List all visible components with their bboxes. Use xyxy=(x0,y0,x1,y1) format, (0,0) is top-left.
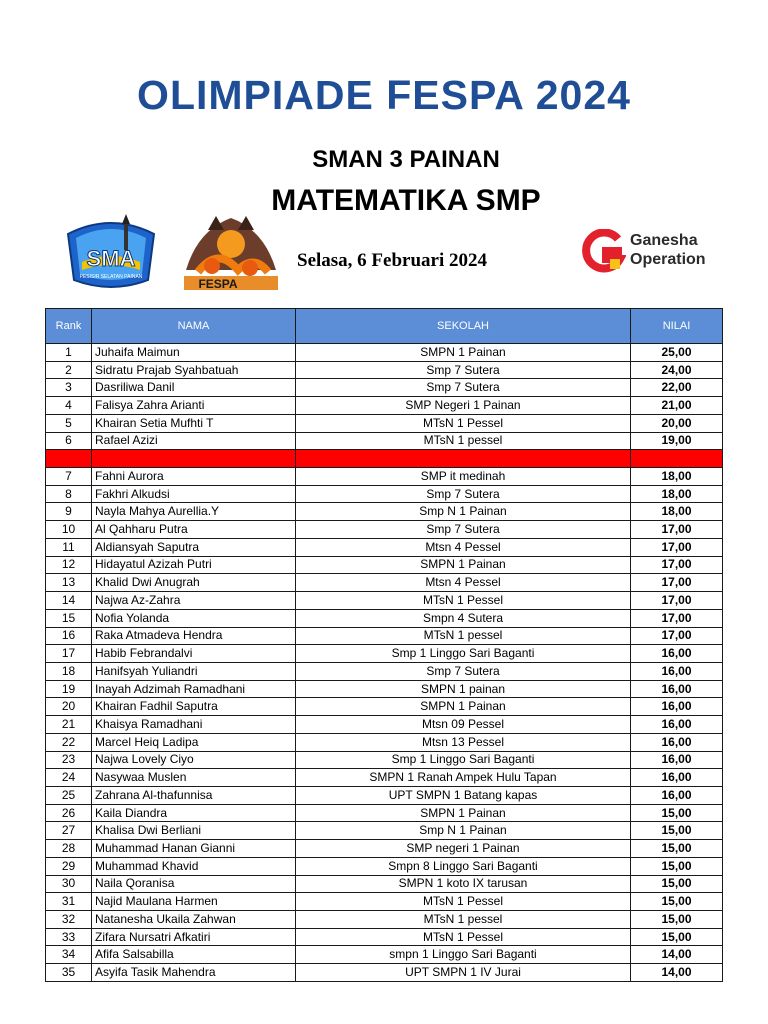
cell-nama: Inayah Adzimah Ramadhani xyxy=(92,680,296,698)
cell-sekolah: Smp 1 Linggo Sari Baganti xyxy=(296,751,631,769)
cell-rank: 29 xyxy=(46,857,92,875)
cell-nama: Najwa Az-Zahra xyxy=(92,592,296,610)
table-row xyxy=(46,609,723,627)
table-row xyxy=(46,556,723,574)
cell-nilai: 17,00 xyxy=(631,556,723,574)
cell-rank: 27 xyxy=(46,822,92,840)
cell-nama: Najwa Lovely Ciyo xyxy=(92,751,296,769)
cell-sekolah: Mtsn 4 Pessel xyxy=(296,574,631,592)
cell-nilai: 20,00 xyxy=(631,414,723,432)
cell-nilai: 15,00 xyxy=(631,822,723,840)
cell-rank: 22 xyxy=(46,733,92,751)
cell-sekolah: Smp 7 Sutera xyxy=(296,379,631,397)
cell-nama: Juhaifa Maimun xyxy=(92,344,296,362)
cell-sekolah: Mtsn 4 Pessel xyxy=(296,538,631,556)
cell-rank: 30 xyxy=(46,875,92,893)
cell-rank: 14 xyxy=(46,592,92,610)
cell-rank: 24 xyxy=(46,769,92,787)
cell-rank: 28 xyxy=(46,840,92,858)
cell-nama: Nasywaa Muslen xyxy=(92,769,296,787)
cell-nilai: 21,00 xyxy=(631,397,723,415)
cell-nama: Kaila Diandra xyxy=(92,804,296,822)
cell-sekolah: MTsN 1 Pessel xyxy=(296,592,631,610)
cell-nilai: 15,00 xyxy=(631,928,723,946)
table-row xyxy=(46,521,723,539)
cell-nilai: 15,00 xyxy=(631,804,723,822)
cell-sekolah: SMPN 1 Painan xyxy=(296,344,631,362)
ganesha-line-2: Operation xyxy=(630,251,706,268)
table-row xyxy=(46,645,723,663)
table-row xyxy=(46,397,723,415)
cell-nama: Falisya Zahra Arianti xyxy=(92,397,296,415)
table-row xyxy=(46,485,723,503)
cell-sekolah: SMP it medinah xyxy=(296,468,631,486)
cell-sekolah: SMPN 1 painan xyxy=(296,680,631,698)
cell-sekolah: SMPN 1 koto IX tarusan xyxy=(296,875,631,893)
cell-rank: 10 xyxy=(46,521,92,539)
cell-nama: Zifara Nursatri Afkatiri xyxy=(92,928,296,946)
table-row xyxy=(46,627,723,645)
cell-rank: 18 xyxy=(46,662,92,680)
table-row xyxy=(46,574,723,592)
cell-nama: Habib Febrandalvi xyxy=(92,645,296,663)
cell-nilai: 22,00 xyxy=(631,379,723,397)
table-row xyxy=(46,344,723,362)
cell-nama: Rafael Azizi xyxy=(92,432,296,450)
separator-cell xyxy=(296,450,631,468)
cell-nilai: 15,00 xyxy=(631,875,723,893)
cell-nama: Fakhri Alkudsi xyxy=(92,485,296,503)
separator-row xyxy=(46,450,723,468)
separator-section xyxy=(46,450,723,468)
cell-sekolah: MTsN 1 pessel xyxy=(296,627,631,645)
cell-nama: Sidratu Prajab Syahbatuah xyxy=(92,361,296,379)
cell-sekolah: smpn 1 Linggo Sari Baganti xyxy=(296,946,631,964)
cell-nilai: 16,00 xyxy=(631,769,723,787)
cell-rank: 7 xyxy=(46,468,92,486)
school-name: SMAN 3 PAINAN xyxy=(312,146,500,173)
cell-rank: 20 xyxy=(46,698,92,716)
cell-sekolah: UPT SMPN 1 Batang kapas xyxy=(296,786,631,804)
cell-rank: 16 xyxy=(46,627,92,645)
cell-sekolah: Smp 7 Sutera xyxy=(296,521,631,539)
cell-rank: 17 xyxy=(46,645,92,663)
cell-nama: Khalisa Dwi Berliani xyxy=(92,822,296,840)
cell-nilai: 16,00 xyxy=(631,662,723,680)
cell-nama: Raka Atmadeva Hendra xyxy=(92,627,296,645)
separator-cell xyxy=(631,450,723,468)
cell-nilai: 17,00 xyxy=(631,574,723,592)
sma-logo-caption: PESISIR SELATAN PAINAN xyxy=(79,274,143,280)
cell-sekolah: Mtsn 09 Pessel xyxy=(296,716,631,734)
separator-cell xyxy=(46,450,92,468)
cell-nilai: 16,00 xyxy=(631,698,723,716)
table-row xyxy=(46,680,723,698)
cell-rank: 31 xyxy=(46,893,92,911)
sma-logo-text: SMA xyxy=(86,246,136,271)
column-header-rank: Rank xyxy=(46,309,92,344)
page-title: OLIMPIADE FESPA 2024 xyxy=(137,72,631,118)
cell-nama: Aldiansyah Saputra xyxy=(92,538,296,556)
column-header-nama: NAMA xyxy=(92,309,296,344)
cell-sekolah: SMPN 1 Painan xyxy=(296,556,631,574)
subject-title: MATEMATIKA SMP xyxy=(271,184,541,217)
cell-rank: 8 xyxy=(46,485,92,503)
top-six-rows xyxy=(46,344,723,450)
cell-rank: 2 xyxy=(46,361,92,379)
cell-nilai: 19,00 xyxy=(631,432,723,450)
cell-rank: 26 xyxy=(46,804,92,822)
cell-sekolah: Smp 7 Sutera xyxy=(296,485,631,503)
cell-sekolah: Smp N 1 Painan xyxy=(296,503,631,521)
cell-sekolah: Smp 1 Linggo Sari Baganti xyxy=(296,645,631,663)
cell-nilai: 18,00 xyxy=(631,503,723,521)
fespa-logo xyxy=(178,210,284,298)
cell-rank: 3 xyxy=(46,379,92,397)
column-header-nilai: NILAI xyxy=(631,309,723,344)
cell-nama: Dasriliwa Danil xyxy=(92,379,296,397)
cell-rank: 32 xyxy=(46,911,92,929)
cell-nama: Khaisya Ramadhani xyxy=(92,716,296,734)
cell-nilai: 17,00 xyxy=(631,592,723,610)
table-row xyxy=(46,468,723,486)
cell-nama: Natanesha Ukaila Zahwan xyxy=(92,911,296,929)
cell-nilai: 15,00 xyxy=(631,840,723,858)
cell-sekolah: MTsN 1 pessel xyxy=(296,911,631,929)
table-row xyxy=(46,822,723,840)
table-row xyxy=(46,716,723,734)
cell-nilai: 17,00 xyxy=(631,538,723,556)
cell-nama: Afifa Salsabilla xyxy=(92,946,296,964)
cell-sekolah: MTsN 1 Pessel xyxy=(296,414,631,432)
cell-nilai: 17,00 xyxy=(631,521,723,539)
remaining-rows xyxy=(46,468,723,982)
table-row xyxy=(46,875,723,893)
cell-nama: Khairan Fadhil Saputra xyxy=(92,698,296,716)
cell-nama: Asyifa Tasik Mahendra xyxy=(92,964,296,982)
cell-nama: Hanifsyah Yuliandri xyxy=(92,662,296,680)
cell-sekolah: Smp 7 Sutera xyxy=(296,361,631,379)
cell-nilai: 16,00 xyxy=(631,751,723,769)
cell-nama: Zahrana Al-thafunnisa xyxy=(92,786,296,804)
cell-nilai: 16,00 xyxy=(631,645,723,663)
table-header-row xyxy=(46,309,723,344)
cell-nama: Hidayatul Azizah Putri xyxy=(92,556,296,574)
table-row xyxy=(46,911,723,929)
cell-sekolah: Smpn 4 Sutera xyxy=(296,609,631,627)
cell-nilai: 15,00 xyxy=(631,857,723,875)
cell-rank: 34 xyxy=(46,946,92,964)
cell-nilai: 15,00 xyxy=(631,911,723,929)
table-row xyxy=(46,786,723,804)
cell-rank: 11 xyxy=(46,538,92,556)
table-row xyxy=(46,432,723,450)
cell-nama: Nofia Yolanda xyxy=(92,609,296,627)
cell-sekolah: MTsN 1 pessel xyxy=(296,432,631,450)
table-row xyxy=(46,538,723,556)
cell-sekolah: MTsN 1 Pessel xyxy=(296,928,631,946)
table-row xyxy=(46,964,723,982)
cell-rank: 19 xyxy=(46,680,92,698)
cell-nama: Nayla Mahya Aurellia.Y xyxy=(92,503,296,521)
ganesha-line-1: Ganesha xyxy=(630,232,698,249)
cell-nilai: 25,00 xyxy=(631,344,723,362)
cell-nama: Khalid Dwi Anugrah xyxy=(92,574,296,592)
table-row xyxy=(46,928,723,946)
cell-rank: 1 xyxy=(46,344,92,362)
table-row xyxy=(46,769,723,787)
cell-sekolah: SMPN 1 Ranah Ampek Hulu Tapan xyxy=(296,769,631,787)
results-table xyxy=(45,308,723,982)
table-row xyxy=(46,503,723,521)
table-row xyxy=(46,946,723,964)
cell-rank: 12 xyxy=(46,556,92,574)
cell-nilai: 16,00 xyxy=(631,680,723,698)
cell-nilai: 18,00 xyxy=(631,485,723,503)
cell-nama: Naila Qoranisa xyxy=(92,875,296,893)
cell-rank: 35 xyxy=(46,964,92,982)
cell-nama: Al Qahharu Putra xyxy=(92,521,296,539)
cell-sekolah: Smp N 1 Painan xyxy=(296,822,631,840)
cell-sekolah: SMP negeri 1 Painan xyxy=(296,840,631,858)
cell-sekolah: Mtsn 13 Pessel xyxy=(296,733,631,751)
cell-nilai: 17,00 xyxy=(631,627,723,645)
cell-rank: 13 xyxy=(46,574,92,592)
cell-nama: Khairan Setia Mufhti T xyxy=(92,414,296,432)
cell-nama: Muhammad Hanan Gianni xyxy=(92,840,296,858)
cell-rank: 33 xyxy=(46,928,92,946)
cell-rank: 9 xyxy=(46,503,92,521)
cell-sekolah: UPT SMPN 1 IV Jurai xyxy=(296,964,631,982)
cell-sekolah: Smp 7 Sutera xyxy=(296,662,631,680)
fespa-logo-text: FESPA xyxy=(198,277,238,291)
table-row xyxy=(46,840,723,858)
cell-nilai: 16,00 xyxy=(631,716,723,734)
cell-rank: 6 xyxy=(46,432,92,450)
cell-nama: Marcel Heiq Ladipa xyxy=(92,733,296,751)
cell-nilai: 16,00 xyxy=(631,733,723,751)
cell-nama: Fahni Aurora xyxy=(92,468,296,486)
cell-nilai: 14,00 xyxy=(631,946,723,964)
table-row xyxy=(46,733,723,751)
table-row xyxy=(46,857,723,875)
cell-nilai: 17,00 xyxy=(631,609,723,627)
cell-nama: Muhammad Khavid xyxy=(92,857,296,875)
table-row xyxy=(46,414,723,432)
table-row xyxy=(46,698,723,716)
cell-rank: 23 xyxy=(46,751,92,769)
cell-rank: 4 xyxy=(46,397,92,415)
cell-rank: 25 xyxy=(46,786,92,804)
table-row xyxy=(46,804,723,822)
cell-nilai: 18,00 xyxy=(631,468,723,486)
table-row xyxy=(46,379,723,397)
column-header-sekolah: SEKOLAH xyxy=(296,309,631,344)
ganesha-g-icon xyxy=(580,229,626,275)
cell-rank: 5 xyxy=(46,414,92,432)
cell-rank: 21 xyxy=(46,716,92,734)
cell-nilai: 14,00 xyxy=(631,964,723,982)
table-row xyxy=(46,751,723,769)
separator-cell xyxy=(92,450,296,468)
table-row xyxy=(46,893,723,911)
event-date: Selasa, 6 Februari 2024 xyxy=(297,250,487,271)
cell-sekolah: SMPN 1 Painan xyxy=(296,804,631,822)
cell-rank: 15 xyxy=(46,609,92,627)
cell-sekolah: SMPN 1 Painan xyxy=(296,698,631,716)
cell-sekolah: Smpn 8 Linggo Sari Baganti xyxy=(296,857,631,875)
cell-sekolah: MTsN 1 Pessel xyxy=(296,893,631,911)
table-row xyxy=(46,662,723,680)
cell-nilai: 16,00 xyxy=(631,786,723,804)
table-row xyxy=(46,361,723,379)
cell-sekolah: SMP Negeri 1 Painan xyxy=(296,397,631,415)
cell-nilai: 15,00 xyxy=(631,893,723,911)
cell-nilai: 24,00 xyxy=(631,361,723,379)
table-row xyxy=(46,592,723,610)
ganesha-operation-logo xyxy=(580,226,710,278)
cell-nama: Najid Maulana Harmen xyxy=(92,893,296,911)
sma-logo xyxy=(62,210,160,296)
